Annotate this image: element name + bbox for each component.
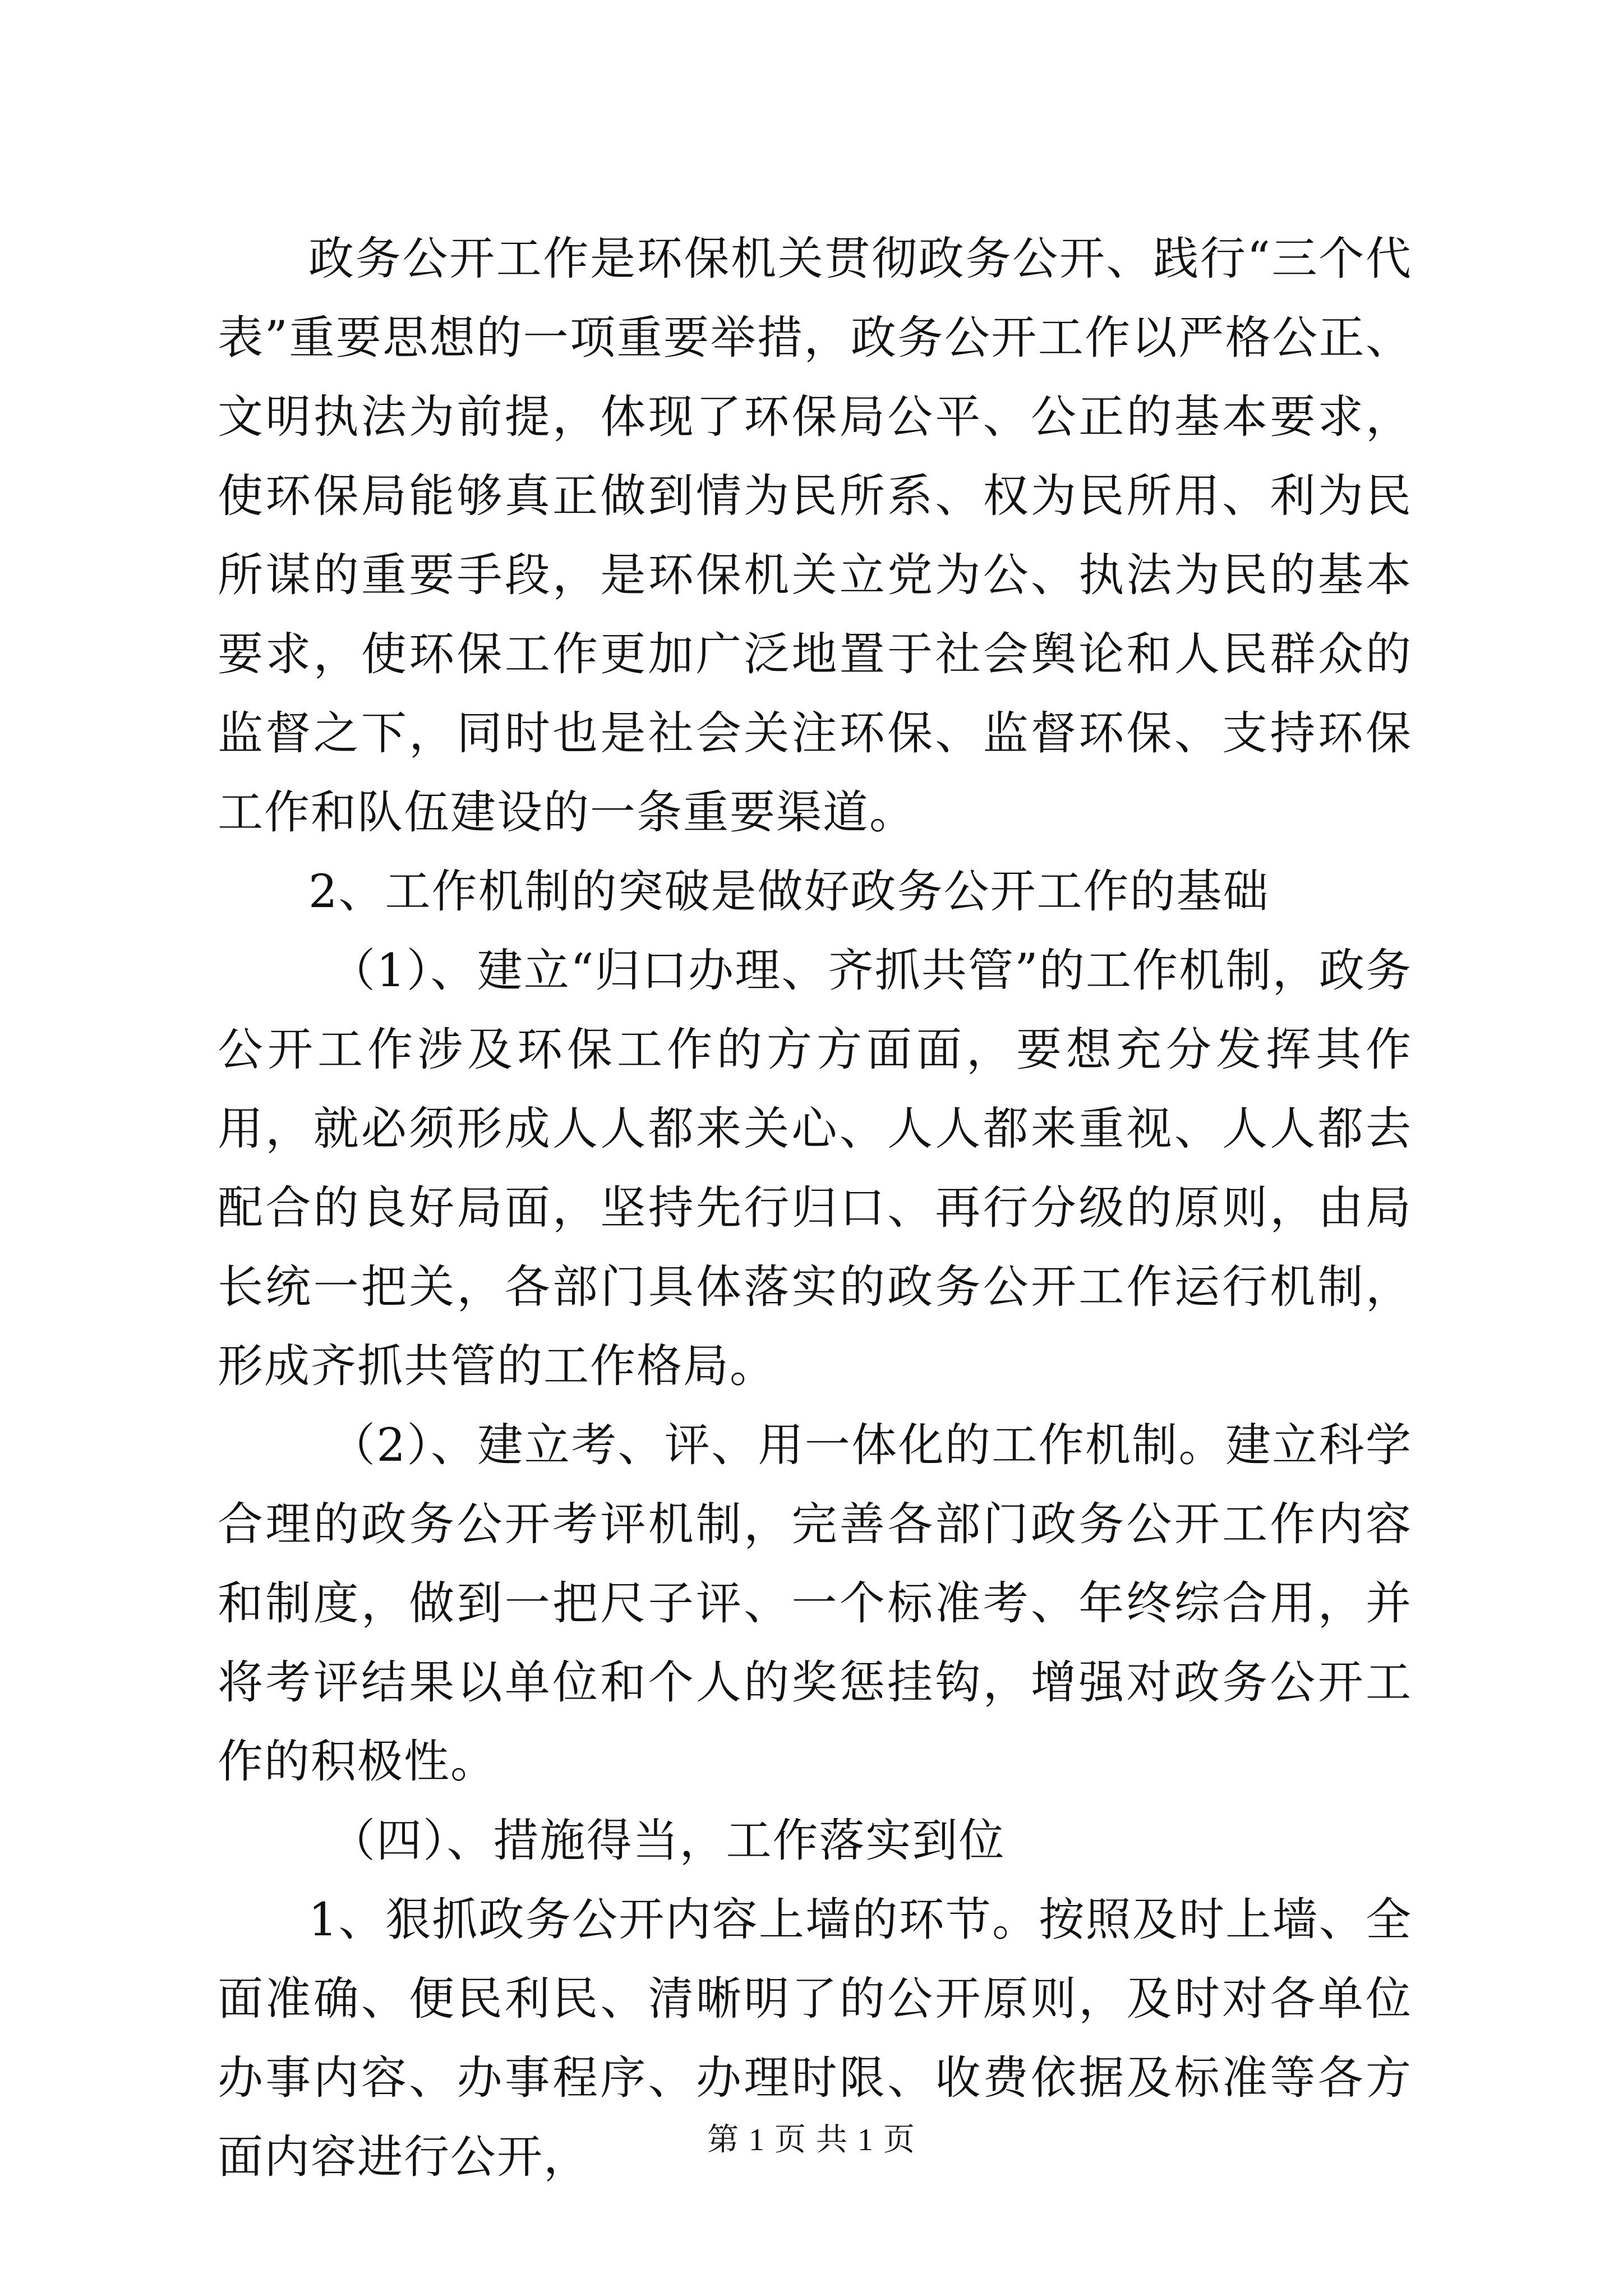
document-body xyxy=(218,220,1412,2197)
page-footer: 第 1 页 共 1 页 xyxy=(707,2123,916,2157)
section-heading-measures: （四）、措施得当，工作落实到位 xyxy=(330,1815,1006,1867)
section-heading-work-mechanism: 2、工作机制的突破是做好政务公开工作的基础 xyxy=(308,866,1270,918)
paragraph-intro: 政务公开工作是环保机关贯彻政务公开、践行“三个代表”重要思想的一项重要举措，政务公开工作以严格公正、文明执法为前提，体现了环保局公平、公正的基本要求，使环保局能够真正做到情为民所系、权为民所用、利为民所谋的重要手段，是环保机关立党为公、执法为民的基本要求，使环保工作更加广泛地置于社会舆论和人民群众的监督之下，同时也是社会关注环保、监督环保、支持环保工作和队伍建设的一条重要渠道。 xyxy=(218,233,1412,839)
paragraph-item-1: （1）、建立“归口办理、齐抓共管”的工作机制，政务公开工作涉及环保工作的方方面面，要想充分发挥其作用，就必须形成人人都来关心、人人都来重视、人人都去配合的良好局面，坚持先行归口、再行分级的原则，由局长统一把关，各部门具体落实的政务公开工作运行机制，形成齐抓共管的工作格局。 xyxy=(218,945,1412,1393)
paragraph-measure-1: 1、狠抓政务公开内容上墙的环节。按照及时上墙、全面准确、便民利民、清晰明了的公开原则，及时对各单位办事内容、办事程序、办理时限、收费依据及标准等各方面内容进行公开， xyxy=(218,1894,1412,2184)
paragraph-item-2: （2）、建立考、评、用一体化的工作机制。建立科学合理的政务公开考评机制，完善各部门政务公开工作内容和制度，做到一把尺子评、一个标准考、年终综合用，并将考评结果以单位和个人的奖惩挂钩，增强对政务公开工作的积极性。 xyxy=(218,1419,1412,1788)
